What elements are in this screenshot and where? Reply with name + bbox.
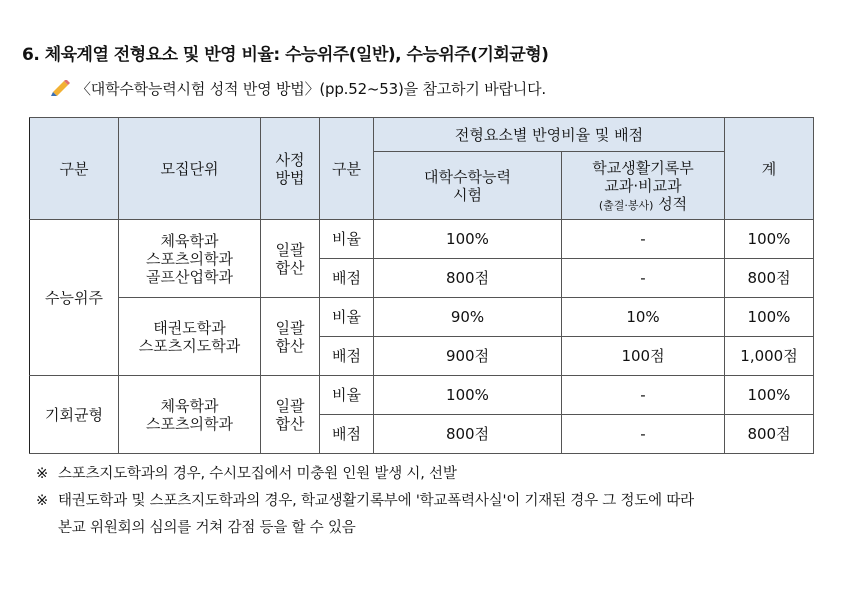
row-label: 비율 — [320, 220, 374, 259]
note-item — [36, 462, 694, 489]
category-cell: 기회균형 — [30, 376, 119, 454]
header-category: 구분 — [30, 118, 119, 220]
school-value: - — [562, 220, 725, 259]
note-text: 태권도학과 및 스포츠지도학과의 경우, 학교생활기록부에 '학교폭력사실'이 기재된 경우 그 정도에 따라 — [58, 493, 694, 509]
total-value: 800점 — [725, 259, 814, 298]
school-value: 100점 — [562, 337, 725, 376]
csat-value: 90% — [374, 298, 562, 337]
csat-value: 100% — [374, 376, 562, 415]
note-continuation: 본교 위원회의 심의를 거쳐 감점 등을 할 수 있음 — [58, 520, 356, 536]
csat-value: 800점 — [374, 415, 562, 454]
total-value: 1,000점 — [725, 337, 814, 376]
pencil-icon — [50, 80, 70, 96]
header-total: 계 — [725, 118, 814, 220]
csat-value: 800점 — [374, 259, 562, 298]
note-mark: ※ — [36, 493, 48, 509]
csat-value: 900점 — [374, 337, 562, 376]
row-label: 배점 — [320, 259, 374, 298]
category-cell: 수능위주 — [30, 220, 119, 376]
row-label: 배점 — [320, 415, 374, 454]
notes-section — [36, 462, 694, 543]
total-value: 800점 — [725, 415, 814, 454]
row-label: 배점 — [320, 337, 374, 376]
header-csat: 대학수학능력 시험 — [374, 152, 562, 220]
row-label: 비율 — [320, 298, 374, 337]
header-group: 전형요소별 반영비율 및 배점 — [374, 118, 725, 152]
header-subcategory: 구분 — [320, 118, 374, 220]
school-value: - — [562, 259, 725, 298]
header-method: 사정 방법 — [261, 118, 320, 220]
header-school-record: 학교생활기록부 교과·비교과 (출결·봉사) 성적 — [562, 152, 725, 220]
selection-ratio-table — [29, 117, 814, 454]
table-row — [30, 220, 814, 259]
total-value: 100% — [725, 220, 814, 259]
table-row — [30, 376, 814, 415]
reference-text: 〈대학수학능력시험 성적 반영 방법〉(pp.52~53)을 참고하기 바랍니다. — [76, 80, 546, 98]
school-value: - — [562, 376, 725, 415]
method-cell: 일괄 합산 — [261, 376, 320, 454]
table-row — [30, 298, 814, 337]
header-unit: 모집단위 — [119, 118, 261, 220]
total-value: 100% — [725, 298, 814, 337]
method-cell: 일괄 합산 — [261, 298, 320, 376]
csat-value: 100% — [374, 220, 562, 259]
unit-cell: 체육학과 스포츠의학과 — [119, 376, 261, 454]
section-title: 6. 체육계열 전형요소 및 반영 비율: 수능위주(일반), 수능위주(기회균형) — [22, 45, 549, 65]
unit-cell: 체육학과 스포츠의학과 골프산업학과 — [119, 220, 261, 298]
school-value: - — [562, 415, 725, 454]
note-item — [36, 489, 694, 516]
unit-cell: 태권도학과 스포츠지도학과 — [119, 298, 261, 376]
method-cell: 일괄 합산 — [261, 220, 320, 298]
reference-line — [50, 78, 546, 99]
row-label: 비율 — [320, 376, 374, 415]
note-mark: ※ — [36, 466, 48, 482]
school-value: 10% — [562, 298, 725, 337]
total-value: 100% — [725, 376, 814, 415]
note-text: 스포츠지도학과의 경우, 수시모집에서 미충원 인원 발생 시, 선발 — [58, 466, 457, 482]
